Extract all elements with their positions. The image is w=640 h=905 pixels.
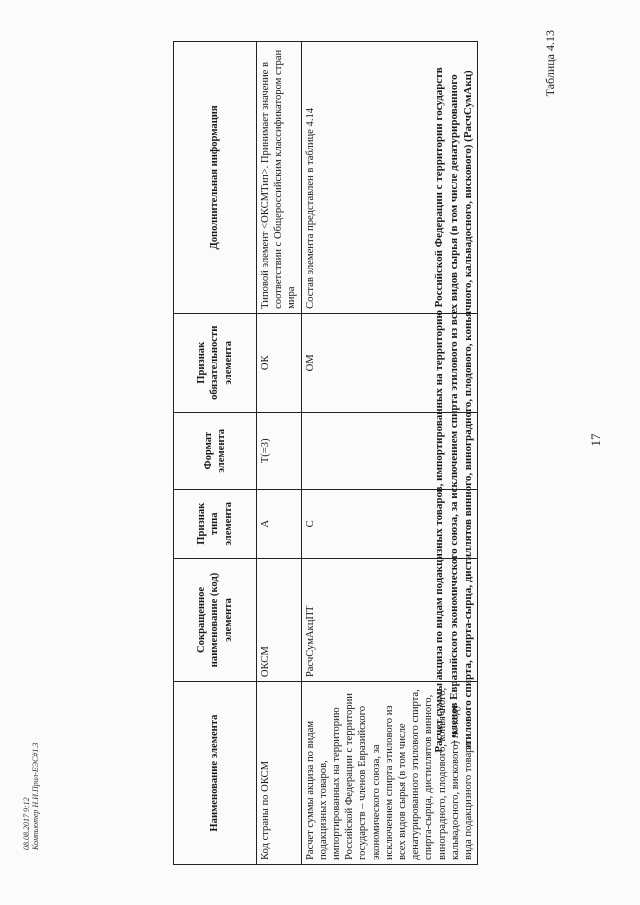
table-row <box>301 42 478 865</box>
stamp-line-file: Компьютер Н.И.Прил-ЕЭС#1.3 <box>31 742 40 850</box>
cell-format <box>301 412 478 489</box>
element-table <box>173 41 478 865</box>
cell-required: ОМ <box>301 313 478 412</box>
table-row <box>257 42 302 865</box>
cell-code: ОКСМ <box>257 558 302 681</box>
cell-info: Состав элемента представлен в таблице 4.14 <box>301 42 478 314</box>
cell-name: Расчет суммы акциза по видам подакцизных товаров, импортированных на территорию Российской Федерации с территории государств – членов Евразийского экономического союза, за исключением спирта этилового из всех видов сырья (в том числе денатурированного этилового спирта, спирта-сырца, дистиллятов винного, виноградного, плодового, коньячного, кальвадосного, вискового) по коду вида подакцизного товара <box>301 682 478 865</box>
header-code: Сокращенное наименование (код) элемента <box>174 558 257 681</box>
table-header-row <box>174 42 257 865</box>
header-name: Наименование элемента <box>174 682 257 865</box>
table-label: Таблица 4.13 <box>543 30 557 97</box>
header-required: Признак обязательности элемента <box>174 313 257 412</box>
cell-code: РасчСумАкцПТ <box>301 558 478 681</box>
cell-type: С <box>301 489 478 558</box>
table-caption: Расчет суммы акциза по видам подакцизных товаров, импортированных на территорию Российской Федерации с территории государств – членов Евразийского экономического союза, за исключением спирта этилового из всех видов сырья (в том числе денатурированного этилового спирта, спирта-сырца, дистиллятов винного, виноградного, плодового, коньячного, кальвадосного, вискового) (РасчСумАкц) <box>433 67 475 753</box>
cell-format: T(=3) <box>257 412 302 489</box>
page-number: 17 <box>588 433 603 447</box>
footer-stamp <box>22 743 40 850</box>
cell-type: А <box>257 489 302 558</box>
cell-info: Типовой элемент <ОКСМТип>. Принимает значение в соответствии с Общероссийским классификатором стран мира <box>257 42 302 314</box>
header-info: Дополнительная информация <box>174 42 257 314</box>
stamp-line-date: 08.08.2017 9:12 <box>22 797 31 850</box>
header-type: Признак типа элемента <box>174 489 257 558</box>
header-format: Формат элемента <box>174 412 257 489</box>
cell-required: ОК <box>257 313 302 412</box>
cell-name: Код страны по ОКСМ <box>257 682 302 865</box>
